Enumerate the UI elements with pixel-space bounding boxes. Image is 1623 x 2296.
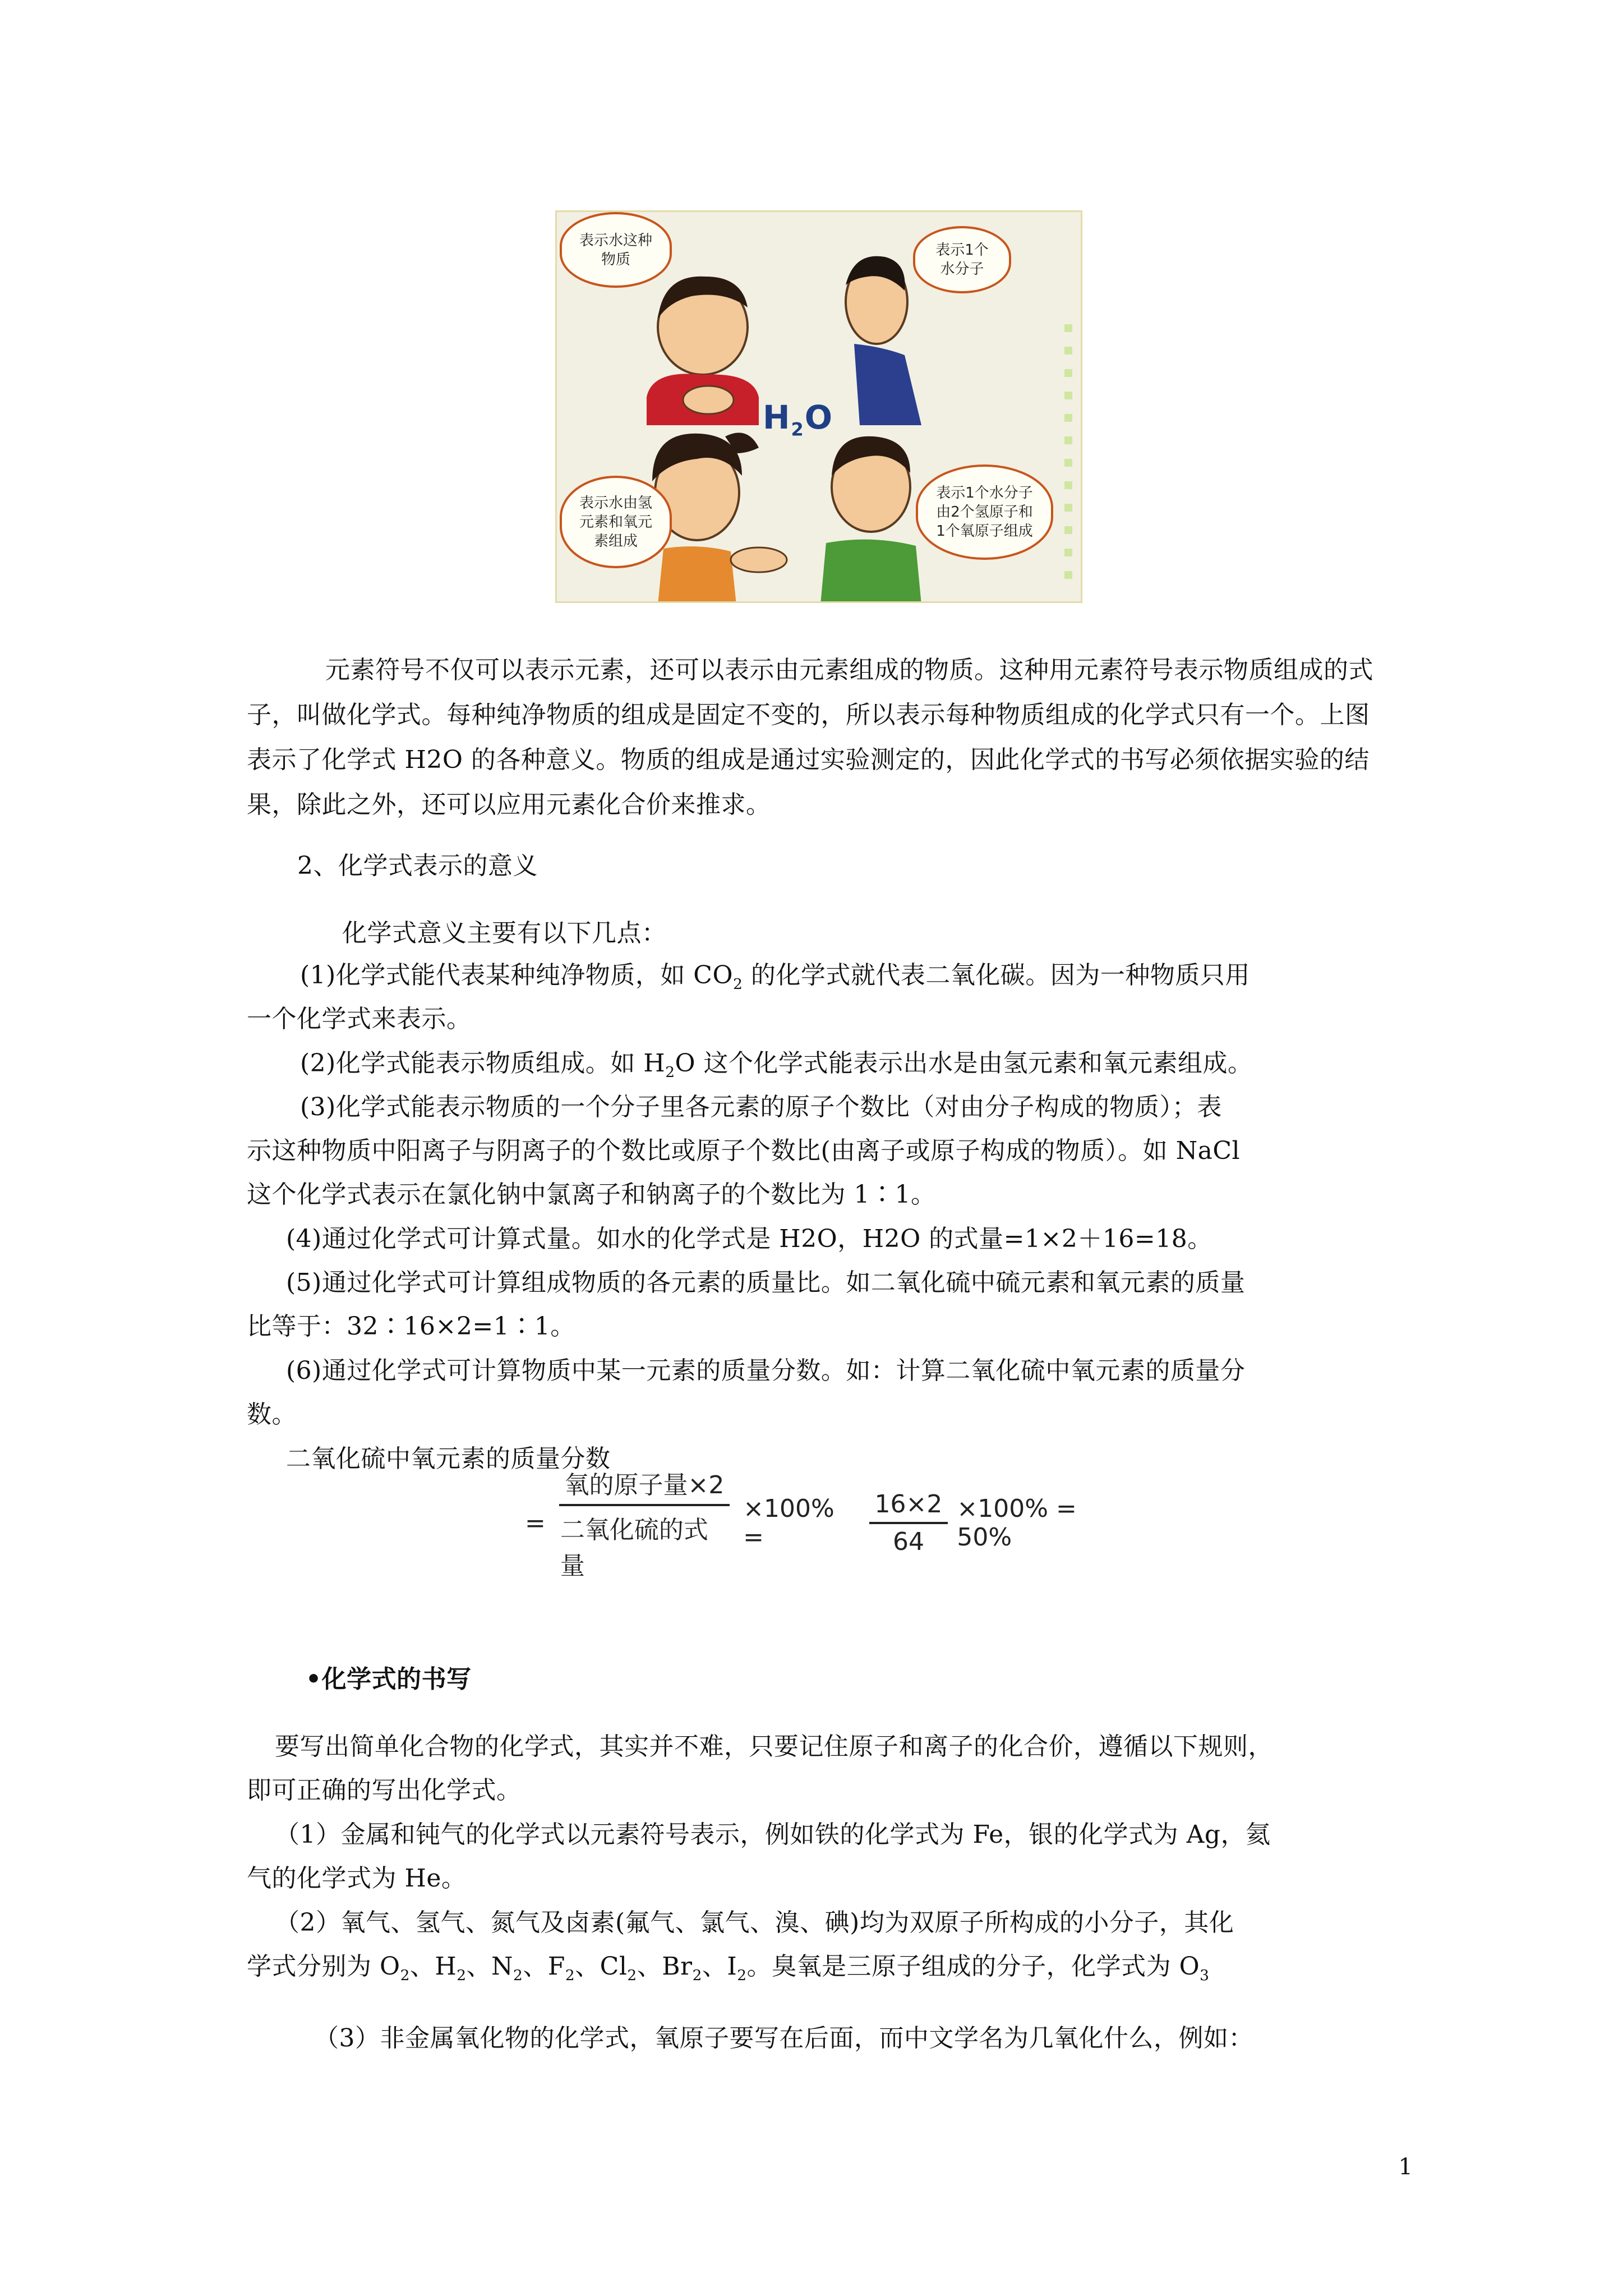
writing-line2: 即可正确的写出化学式。 [247, 1776, 522, 1805]
rule1-line1: （1）金属和钝气的化学式以元素符号表示，例如铁的化学式为 Fe，银的化学式为 Ag，氦 [275, 1820, 1271, 1849]
mass-fraction-label: 二氧化硫中氧元素的质量分数 [286, 1444, 611, 1473]
girl-bottom-left-figure [652, 432, 787, 603]
fraction-definition [555, 1465, 734, 1581]
boy-bottom-right-figure [820, 436, 921, 603]
fraction1-numerator: 氧的原子量×2 [559, 1465, 730, 1506]
bubble-top-right: 表示1个 水分子 [913, 226, 1011, 293]
point3-line1: (3)化学式能表示物质的一个分子里各元素的原子个数比（对由分子构成的物质）；表 [300, 1093, 1222, 1121]
intro-paragraph: 元素符号不仅可以表示元素，还可以表示由元素组成的物质。这种用元素符号表示物质组成的式子，叫做化学式。每种纯净物质的组成是固定不变的，所以表示每种物质组成的化学式只有一个。上图表示了化学式 H2O 的各种意义。物质的组成是通过实验测定的，因此化学式的书写必须依据实验的结果，除此之外，还可以应用元素化合价来推求。 [247, 656, 1373, 819]
point6-line2: 数。 [247, 1400, 297, 1429]
rule2-line2: 学式分别为 $O_2$、$H_2$、$N_2$、$F_2$、$Cl_2$、$Br_2$、$I_2$。臭氧是三原子组成的分子，化学式为 $O_3$ [247, 1952, 1210, 1984]
mass-fraction-equation [522, 1471, 1138, 1580]
fraction1-denominator: 二氧化硫的式量 [560, 1516, 708, 1580]
point4: (4)通过化学式可计算式量。如水的化学式是 H2O，H2O 的式量=1×2＋16=18。 [286, 1225, 1212, 1253]
page-number: 1 [1398, 2154, 1413, 2180]
times-100-percent-1: ×100% = [743, 1494, 834, 1552]
point5-line2: 比等于：32∶16×2=1∶1。 [247, 1312, 575, 1341]
point6-line1: (6)通过化学式可计算物质中某一元素的质量分数。如：计算二氧化硫中氧元素的质量分 [286, 1356, 1246, 1385]
fraction2-numerator: 16×2 [869, 1490, 948, 1524]
point1-line2: 一个化学式来表示。 [247, 1005, 472, 1033]
section2-heading: 2、化学式表示的意义 [297, 852, 538, 880]
rule2-line1: （2）氧气、氢气、氮气及卤素(氟气、氯气、溴、碘)均为双原子所构成的小分子，其化 [275, 1908, 1234, 1937]
h2o-illustration [555, 210, 1082, 603]
boy-top-left-figure [647, 277, 759, 425]
man-top-right-figure [846, 256, 921, 425]
h2o-formula: $H_2O$ [762, 398, 834, 440]
fraction-values [869, 1490, 948, 1556]
bubble-bottom-right: 表示1个水分子 由2个氢原子和 1个氧原子组成 [916, 464, 1053, 560]
section2-intro: 化学式意义主要有以下几点： [342, 919, 667, 947]
equals-sign: = [525, 1508, 546, 1538]
point1-line1: (1)化学式能代表某种纯净物质，如 $CO_2$ 的化学式就代表二氧化碳。因为一种物质只用 [300, 961, 1250, 993]
grid-decoration [1064, 324, 1072, 579]
rule3: （3）非金属氧化物的化学式，氧原子要写在后面，而中文学名为几氧化什么，例如： [314, 2024, 1253, 2053]
writing-line1: 要写出简单化合物的化学式，其实并不难，只要记住原子和离子的化合价，遵循以下规则， [275, 1732, 1273, 1761]
bubble-bottom-left: 表示水由氢 元素和氧元 素组成 [560, 476, 672, 568]
times-100-percent-2: ×100% = 50% [957, 1494, 1077, 1552]
writing-heading: •化学式的书写 [306, 1665, 472, 1694]
rule1-line2: 气的化学式为 He。 [247, 1864, 467, 1893]
point2: (2)化学式能表示物质组成。如 $H_2O$ 这个化学式能表示出水是由氢元素和氧元素组成。 [300, 1049, 1253, 1081]
bubble-top-left: 表示水这种 物质 [560, 212, 672, 288]
point3-line3: 这个化学式表示在氯化钠中氯离子和钠离子的个数比为 1∶1。 [247, 1180, 936, 1209]
fraction2-denominator: 64 [892, 1527, 924, 1556]
point3-line2: 示这种物质中阳离子与阴离子的个数比或原子个数比(由离子或原子构成的物质）。如 NaCl [247, 1137, 1241, 1165]
point5-line1: (5)通过化学式可计算组成物质的各元素的质量比。如二氧化硫中硫元素和氧元素的质量 [286, 1268, 1246, 1297]
